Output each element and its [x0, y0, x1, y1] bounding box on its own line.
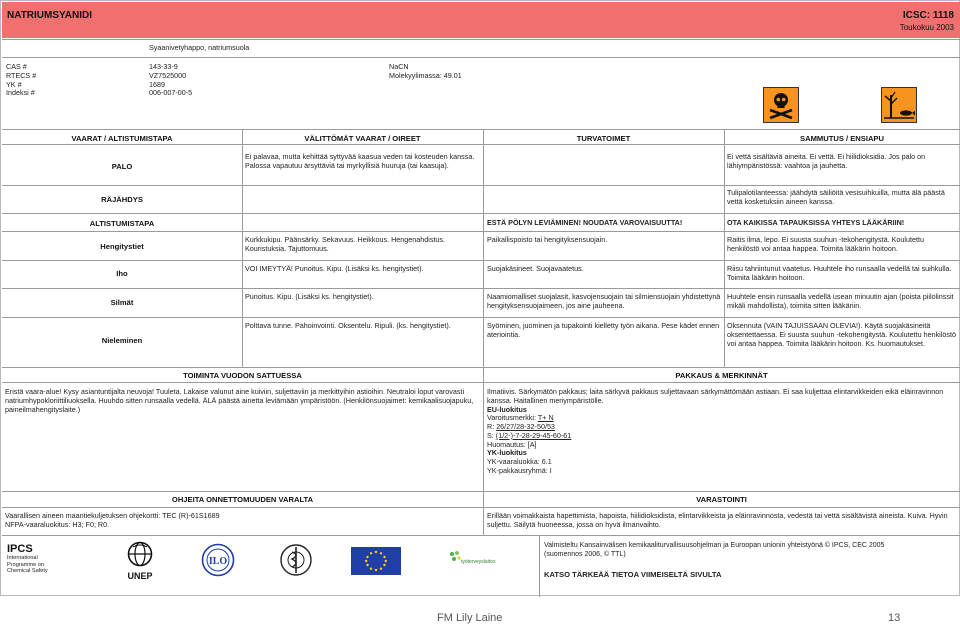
see-back-note: KATSO TÄRKEÄÄ TIETOA VIIMEISELTÄ SIVULTA	[544, 569, 722, 579]
un-heading: YK-luokitus	[487, 448, 527, 458]
inhalation-aid: Raitis ilma, lepo. Ei suusta suuhun -tekohengitystä. Koulutettu henkilöstö voi antaa happea. Toimita lääkärin hoitoon.	[727, 235, 924, 253]
who-logo-icon	[279, 543, 313, 577]
skin-prevention: Suojakäsineet. Suojavaatetus.	[487, 264, 584, 273]
eu-symbols: Varoitusmerkki: T+ N	[487, 413, 554, 423]
eu-heading: EU-luokitus	[487, 404, 527, 414]
skull-crossbones-icon	[763, 87, 799, 123]
emergency-header: OHJEITA ONNETTOMUUDEN VARALTA	[171, 495, 314, 504]
rtecs-value: VZ7525000	[149, 70, 187, 80]
exposure-prevention: ESTÄ PÖLYN LEVIÄMINEN! NOUDATA VAROVAISUUTTA!	[487, 218, 683, 227]
un-value: 1689	[149, 79, 165, 89]
inhalation-hazard: Kurkkukipu. Päänsärky. Sekavuus. Heikkous. Hengenahdistus. Kouristuksia. Tajuttomuus.	[245, 235, 446, 253]
synonyms: Syaanivetyhappo, natriumsuola	[149, 43, 250, 52]
ilo-logo-icon	[201, 543, 235, 577]
emergency-line-2: NFPA-vaaraluokitus: H3; F0; R0.	[5, 519, 110, 529]
exposure-aid: OTA KAIKISSA TAPAUKSISSA YHTEYS LÄÄKÄRIIN!	[727, 218, 905, 227]
unep-globe-icon	[127, 541, 153, 567]
molecular-mass: Molekyylimassa: 49.01	[389, 70, 462, 80]
svg-text:ILO: ILO	[208, 556, 228, 567]
s-phrases: S: (1/2-)-7-28-29-45-60-61	[487, 430, 572, 440]
row-fire-label: PALO	[111, 162, 133, 171]
eu-symbols-value: T+ N	[537, 413, 554, 423]
spill-text: Eristä vaara-alue! Kysy asiantuntijalta neuvoja! Tuuleta. Lakaise valunut aine kuiviin, suljettaviin ja merkittyihin astioihin. Neutraloi loput varovasti natriumhypokloriittiliuoksella. Huuhdo sitten runsaalla vedellä. ÄLÄ päästä ainetta leviämään ympäristöön. (Henkilönsuojaimet: kemikaalisuojapuku, paineilmahengityslaite.)	[5, 387, 474, 414]
row-explosion-label: RÄJÄHDYS	[101, 195, 143, 204]
col-prevention: TURVATOIMET	[576, 134, 631, 143]
storage-text: Erillään voimakkaista hapettimista, hapoista, hiilidioksidista, elintarvikkeista ja eläinravinnosta, vedestä tai vettä sisältävistä aineista. Kuiva. Hyvin suljettu. Säilytä huoneessa, jossa on hyvä ilmanvaihto.	[487, 511, 948, 529]
card-date: Toukokuu 2003	[899, 23, 954, 32]
prepared-line-1: Valmisteltu Kansainvälisen kemikaaliturvallisuusohjelman ja Euroopan unionin yhteistyönä © IPCS, CEC 2005	[544, 542, 885, 549]
col-hazard-type: VAARAT / ALTISTUMISTAPA	[71, 134, 173, 143]
ipcs-logo: IPCS International Programme on Chemical Safety	[7, 543, 48, 575]
packaging-block	[487, 388, 957, 476]
chemical-name: NATRIUMSYANIDI	[7, 10, 93, 21]
col-firefighting-first-aid: SAMMUTUS / ENSIAPU	[800, 134, 884, 143]
packaging-intro: Ilmatiivis. Särkymätön pakkaus; laita särkyvä pakkaus suljettavaan särkymättömään astiaan. Ei saa kuljettaa elintarvikkeiden eikä eläinravinnon kanssa. Haitallinen meriympäristölle.	[487, 387, 944, 405]
cas-value: 143-33-9	[149, 62, 178, 71]
ingestion-aid: Oksennuta (VAIN TAJUISSAAN OLEVIA!). Käytä suojakäsineitä oksentettaessa. Ei suusta suuhun -tekohengitystä. Koulutettu henkilöstö voi antaa happea. Toimita lääkärin hoitoon. Ks. huomautukset.	[727, 321, 956, 348]
row-exposure-label: ALTISTUMISTAPA	[89, 219, 155, 228]
footer-prepared	[544, 542, 954, 579]
identifier-values	[149, 63, 192, 98]
skin-aid: Riisu tahriintunut vaatetus. Huuhtele iho runsaalla vedellä tai suihkulla. Toimita lääkärin hoitoon.	[727, 264, 952, 282]
r-phrases: R: 26/27/28-32-50/53	[487, 422, 555, 432]
eu-flag-icon	[351, 547, 401, 575]
slide-author: FM Lily Laine	[437, 612, 503, 624]
identifier-labels	[6, 63, 36, 98]
unep-label: UNEP	[127, 571, 153, 581]
ipcs-title: IPCS	[7, 543, 33, 555]
skin-hazard: VOI IMEYTYÄ! Punoitus. Kipu. (Lisäksi ks. hengitystiet).	[245, 264, 424, 273]
eyes-aid: Huuhtele ensin runsaalla vedellä usean minuutin ajan (poista piilolinssit mikäli mahdollista), toimita sitten lääkäriin.	[727, 292, 954, 310]
cas-label: CAS #	[6, 62, 27, 71]
dead-tree-fish-icon	[881, 87, 917, 123]
row-skin-label: Iho	[116, 269, 128, 278]
eyes-prevention: Naamiomalliset suojalasit, kasvojensuojain tai silmiensuojain yhdistettynä hengityksensuojaimeen, jos aine jauheena.	[487, 292, 721, 310]
emergency-line-1: Vaarallisen aineen maantiekuljetuksen ohjekortti: TEC (R)-61S1689	[5, 511, 220, 520]
prepared-line-2: (suomennos 2006, © TTL)	[544, 550, 626, 558]
un-class: YK-vaaraluokka: 6.1	[487, 457, 552, 467]
packaging-note: Huomautus: [A]	[487, 439, 537, 449]
row-inhalation-label: Hengitystiet	[100, 242, 144, 251]
row-ingestion-label: Nieleminen	[101, 336, 143, 345]
spill-header: TOIMINTA VUODON SATTUESSA	[183, 371, 302, 380]
index-value: 006-007-00-5	[149, 88, 193, 98]
formula: NaCN	[389, 62, 409, 71]
col-acute-hazards: VÄLITTÖMÄT VAARAT / OIREET	[304, 134, 421, 143]
fire-extinguish: Ei vettä sisältäviä aineita. Ei vettä. Ei hiilidioksidia. Jos palo on lähiympäristössä: vaahtoa ja jauhetta.	[727, 152, 926, 170]
title-bar	[2, 2, 960, 38]
r-phrases-value: 26/27/28-32-50/53	[496, 422, 555, 432]
ttl-label: työterveyslaitos	[461, 559, 496, 565]
icsc-code: ICSC: 1118	[902, 10, 954, 21]
storage-header: VARASTOINTI	[696, 495, 747, 504]
formula-block	[389, 63, 462, 81]
slide-page-number: 13	[888, 612, 901, 624]
unep-logo	[123, 541, 157, 581]
explosion-aid: Tulipalotilanteessa: jäähdytä säiliöitä vesisuihkuilla, mutta älä päästä vettä kosketuksiin aineen kanssa.	[727, 188, 945, 206]
fire-hazard: Ei palavaa, mutta kehittää syttyvää kaasua veden tai kosteuden kanssa. Palossa vapautuu ärsyttäviä tai myrkyllisiä huuruja (tai kaasuja).	[245, 152, 475, 170]
index-label: Indeksi #	[6, 88, 35, 98]
inhalation-prevention: Paikallispoisto tai hengityksensuojain.	[487, 235, 608, 244]
eyes-hazard: Punoitus. Kipu. (Lisäksi ks. hengitystiet).	[245, 292, 374, 301]
emergency-text	[5, 512, 479, 530]
un-label: YK #	[6, 79, 22, 89]
ingestion-prevention: Syöminen, juominen ja tupakointi kielletty työn aikana. Pese kädet ennen ateriointia.	[487, 321, 720, 339]
packaging-header: PAKKAUS & MERKINNÄT	[675, 371, 768, 380]
rtecs-label: RTECS #	[6, 70, 37, 80]
s-phrases-value: (1/2-)-7-28-29-45-60-61	[495, 430, 572, 440]
row-eyes-label: Silmät	[110, 298, 134, 307]
ingestion-hazard: Polttava tunne. Pahoinvointi. Oksentelu. Ripuli. (ks. hengitystiet).	[245, 321, 451, 330]
un-pack: YK-pakkausryhmä: I	[487, 466, 552, 476]
